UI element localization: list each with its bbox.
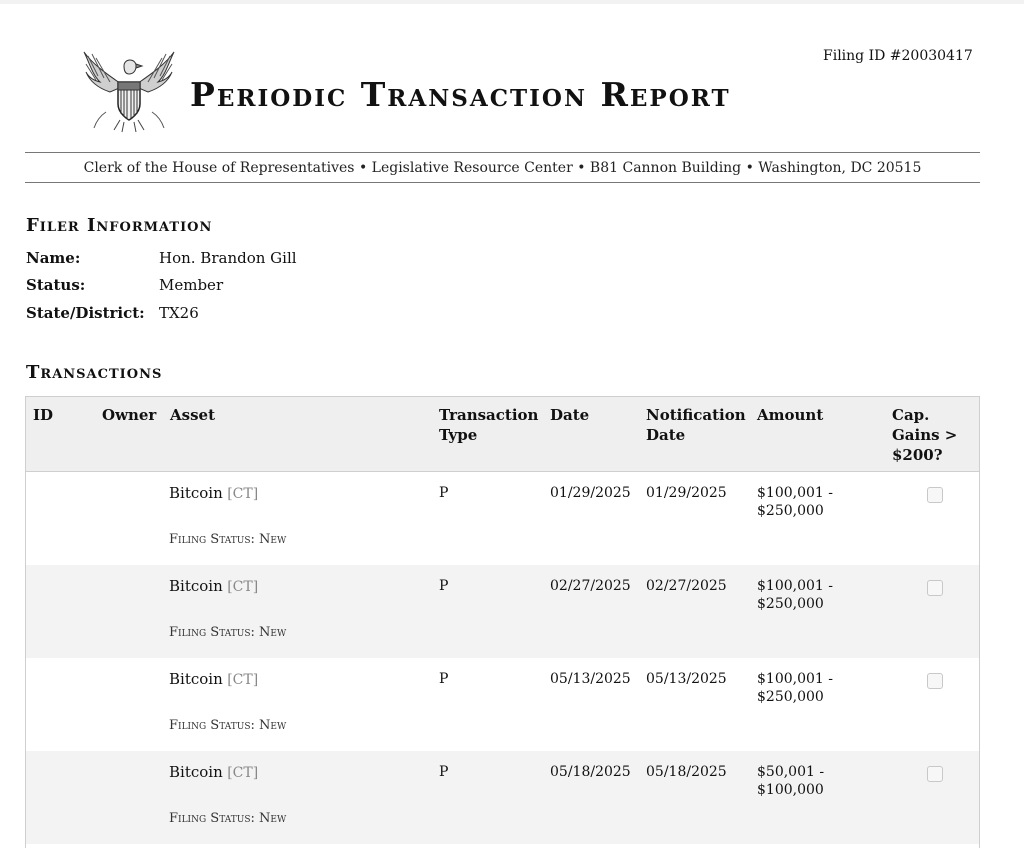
amount: $100,001 - $250,000 xyxy=(757,671,833,705)
asset-cell xyxy=(169,484,258,503)
status-value: Member xyxy=(159,276,224,294)
transaction-date: 05/13/2025 xyxy=(550,671,631,687)
transaction-date: 01/29/2025 xyxy=(550,485,631,501)
address-line: Clerk of the House of Representatives • Legislative Resource Center • B81 Cannon Building • Washington, DC 20515 xyxy=(83,160,922,176)
name-value: Hon. Brandon Gill xyxy=(159,249,297,267)
status-label: Status: xyxy=(26,276,86,294)
transaction-type: P xyxy=(439,764,449,780)
table-row xyxy=(26,565,979,658)
col-id: ID xyxy=(33,406,54,424)
transaction-date: 05/18/2025 xyxy=(550,764,631,780)
col-amount: Amount xyxy=(757,406,824,424)
transaction-type: P xyxy=(439,671,449,687)
asset-name: Bitcoin xyxy=(169,763,223,781)
filing-status: Filing Status: New xyxy=(169,811,287,826)
col-asset: Asset xyxy=(170,406,215,424)
transactions-heading: Transactions xyxy=(26,362,163,383)
filer-information-heading: Filer Information xyxy=(26,215,213,236)
col-notification-date: Notification Date xyxy=(646,406,746,444)
filing-status: Filing Status: New xyxy=(169,532,287,547)
col-date: Date xyxy=(550,406,590,424)
asset-name: Bitcoin xyxy=(169,670,223,688)
asset-cell xyxy=(169,577,258,596)
asset-name: Bitcoin xyxy=(169,484,223,502)
asset-name: Bitcoin xyxy=(169,577,223,595)
asset-code: [CT] xyxy=(227,765,259,781)
amount: $100,001 - $250,000 xyxy=(757,485,833,519)
filing-id: Filing ID #20030417 xyxy=(823,48,973,64)
state-district-label: State/District: xyxy=(26,304,145,322)
col-owner: Owner xyxy=(102,406,157,424)
notification-date: 01/29/2025 xyxy=(646,485,727,501)
asset-cell xyxy=(169,763,258,782)
transaction-type: P xyxy=(439,485,449,501)
notification-date: 05/13/2025 xyxy=(646,671,727,687)
notification-date: 05/18/2025 xyxy=(646,764,727,780)
asset-code: [CT] xyxy=(227,486,259,502)
amount: $100,001 - $250,000 xyxy=(757,578,833,612)
eagle-seal-icon xyxy=(80,46,178,136)
asset-code: [CT] xyxy=(227,672,259,688)
top-edge xyxy=(0,0,1024,4)
col-transaction-type: Transaction Type xyxy=(439,406,539,444)
cap-gains-checkbox[interactable] xyxy=(927,673,943,689)
asset-cell xyxy=(169,670,258,689)
notification-date: 02/27/2025 xyxy=(646,578,727,594)
transaction-date: 02/27/2025 xyxy=(550,578,631,594)
name-label: Name: xyxy=(26,249,81,267)
table-row xyxy=(26,472,979,565)
cap-gains-checkbox[interactable] xyxy=(927,487,943,503)
table-row xyxy=(26,658,979,751)
transactions-table xyxy=(25,396,980,848)
table-row xyxy=(26,751,979,844)
cap-gains-checkbox[interactable] xyxy=(927,766,943,782)
amount: $50,001 - $100,000 xyxy=(757,764,825,798)
cap-gains-checkbox[interactable] xyxy=(927,580,943,596)
filing-status: Filing Status: New xyxy=(169,625,287,640)
filing-status: Filing Status: New xyxy=(169,718,287,733)
header-rule-bottom xyxy=(25,182,980,183)
asset-code: [CT] xyxy=(227,579,259,595)
col-cap-gains: Cap. Gains > $200? xyxy=(892,406,958,464)
table-header xyxy=(26,397,979,472)
state-district-value: TX26 xyxy=(159,304,199,322)
transaction-type: P xyxy=(439,578,449,594)
header-rule-top xyxy=(25,152,980,153)
page-title: Periodic Transaction Report xyxy=(190,75,731,114)
